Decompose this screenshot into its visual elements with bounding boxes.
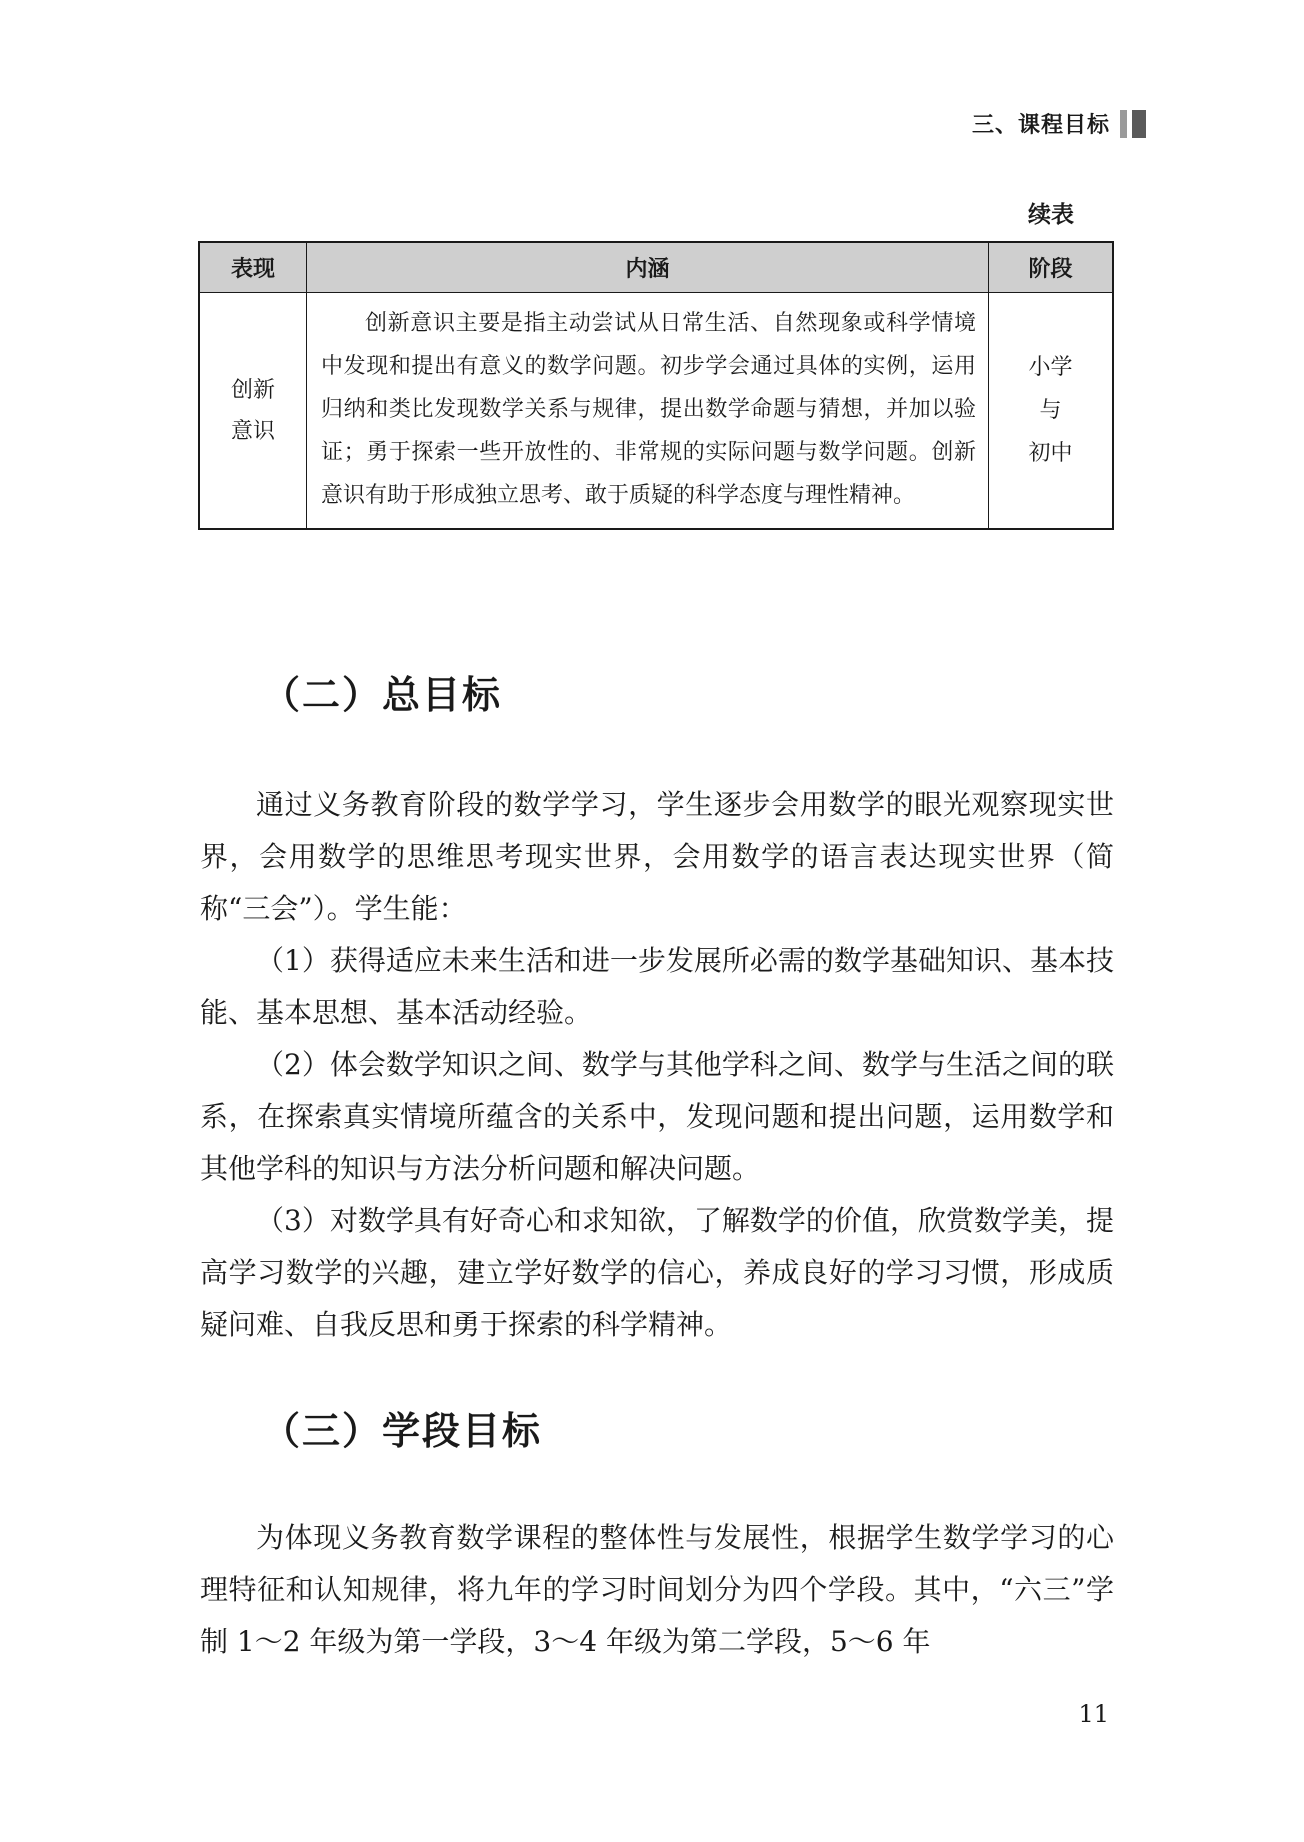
paragraph: （2）体会数学知识之间、数学与其他学科之间、数学与生活之间的联系，在探索真实情境所蕴含的关系中，发现问题和提出问题，运用数学和其他学科的知识与方法分析问题和解决问题。 (200, 1048, 1114, 1185)
table-header-cell: 内涵 (307, 242, 989, 293)
row-stage-line: 与 (1039, 398, 1062, 423)
row-stage-line: 初中 (1028, 441, 1073, 466)
row-name-line: 创新 (230, 377, 275, 403)
core-literacy-table (198, 241, 1114, 530)
section-heading-stage-goals: （三）学段目标 (262, 1409, 543, 1453)
section-heading-overall-goals: （二）总目标 (262, 673, 503, 717)
row-description-cell: 创新意识主要是指主动尝试从日常生活、自然现象或科学情境中发现和提出有意义的数学问题。初步学会通过具体的实例，运用归纳和类比发现数学关系与规律，提出数学命题与猜想，并加以验证；勇于探索一些开放性的、非常规的实际问题与数学问题。创新意识有助于形成独立思考、敢于质疑的科学态度与理性精神。 (307, 293, 989, 530)
header-bars-decoration (1120, 110, 1146, 138)
table-header-cell: 表现 (199, 242, 307, 293)
paragraph: 通过义务教育阶段的数学学习，学生逐步会用数学的眼光观察现实世界，会用数学的思维思考现实世界，会用数学的语言表达现实世界（简称“三会”）。学生能： (200, 788, 1114, 925)
running-header (972, 108, 1146, 139)
paragraph: （3）对数学具有好奇心和求知欲，了解数学的价值，欣赏数学美，提高学习数学的兴趣，建立学好数学的信心，养成良好的学习习惯，形成质疑问难、自我反思和勇于探索的科学精神。 (200, 1204, 1114, 1341)
row-stage-line: 小学 (1028, 355, 1073, 380)
row-stage-cell (989, 293, 1114, 530)
paragraph: （1）获得适应未来生活和进一步发展所必需的数学基础知识、基本技能、基本思想、基本活动经验。 (200, 944, 1114, 1029)
table-continued-label: 续表 (1028, 202, 1074, 228)
row-name-line: 意识 (230, 418, 275, 444)
page-number: 11 (1078, 1700, 1109, 1728)
table-header-row (199, 242, 1113, 293)
row-name-cell (199, 293, 307, 530)
paragraph: 为体现义务教育数学课程的整体性与发展性，根据学生数学学习的心理特征和认知规律，将九年的学习时间划分为四个学段。其中，“六三”学制 1～2 年级为第一学段，3～4 年级为第二学段，5～6 年 (200, 1521, 1114, 1658)
table-header-cell: 阶段 (989, 242, 1114, 293)
running-header-title: 三、课程目标 (971, 113, 1110, 138)
table-row (199, 293, 1113, 530)
